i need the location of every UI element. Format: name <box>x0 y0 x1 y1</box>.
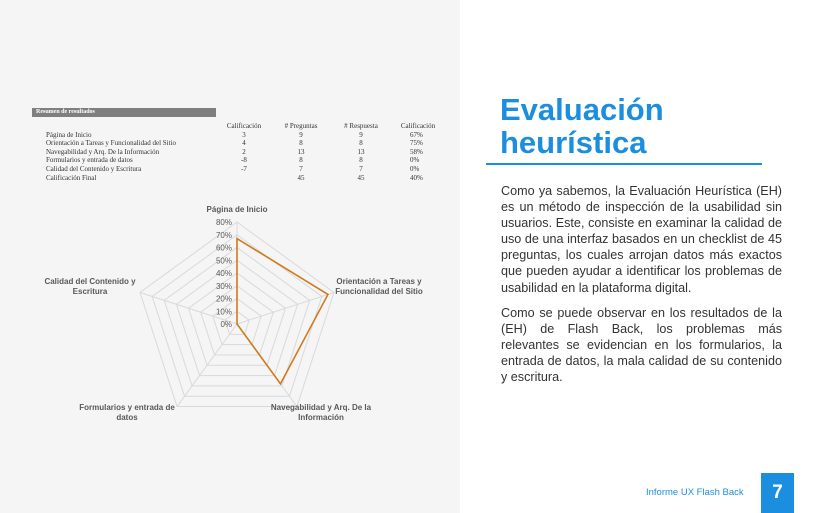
row-answers: 13 <box>357 147 365 156</box>
radar-tick-label: 60% <box>215 243 232 253</box>
row-pct: 0% <box>410 164 420 173</box>
findings-paragraph: Como se puede observar en los resultados de la (EH) de Flash Back, los problemas más relevantes se evidencian en los formularios, la entrada de datos, la mala calidad de su contenido y escritura. <box>501 306 782 385</box>
row-pct: 40% <box>410 173 423 182</box>
row-questions: 7 <box>299 164 303 173</box>
page-title <box>500 93 800 159</box>
row-answers: 8 <box>359 156 363 165</box>
row-questions: 45 <box>297 173 305 182</box>
radar-series-line <box>237 239 328 384</box>
row-questions: 8 <box>299 156 303 165</box>
col-header <box>46 122 218 131</box>
radar-tick-label: 20% <box>215 294 232 304</box>
title-line-2: heurística <box>500 125 647 160</box>
row-score: -8 <box>241 156 247 165</box>
row-score <box>218 174 270 183</box>
radar-axis-label: Formularios y entrada de datos <box>79 403 175 422</box>
summary-header-row <box>46 122 446 131</box>
radar-axis-label: Orientación a Tareas y Funcionalidad del Sitio <box>335 277 423 296</box>
radar-tick-label: 70% <box>215 230 232 240</box>
row-score: 3 <box>242 130 246 139</box>
radar-tick-label: 30% <box>215 281 232 291</box>
table-row <box>46 165 446 174</box>
row-score: 4 <box>242 139 246 148</box>
row-pct: 75% <box>410 139 423 148</box>
table-row <box>46 174 446 183</box>
row-questions: 9 <box>299 130 303 139</box>
page-number: 7 <box>761 473 794 513</box>
row-answers: 8 <box>359 139 363 148</box>
col-header: # Respuesta <box>344 122 378 130</box>
radar-spoke <box>237 292 334 324</box>
footer-report-name: Informe UX Flash Back <box>646 487 744 498</box>
row-label: Página de Inicio <box>46 130 92 139</box>
radar-axis-label: Calidad del Contenido y Escritura <box>44 277 136 296</box>
radar-tick-label: 80% <box>215 218 232 227</box>
radar-tick-label: 10% <box>215 307 232 317</box>
row-questions: 8 <box>299 139 303 148</box>
title-line-1: Evaluación <box>500 92 664 127</box>
table-row <box>46 148 446 157</box>
summary-table <box>46 122 446 182</box>
row-label: Calidad del Contenido y Escritura <box>46 164 142 173</box>
row-label: Navegabilidad y Arq. De la Información <box>46 147 160 156</box>
radar-chart <box>30 198 430 428</box>
radar-axis-label: Página de Inicio <box>206 205 268 214</box>
radar-axis-label: Navegabilidad y Arq. De la Información <box>270 403 372 422</box>
radar-tick-label: 40% <box>215 269 232 278</box>
summary-header: Resumen de resultados <box>32 108 216 117</box>
radar-tick-label: 0% <box>220 320 232 329</box>
row-label: Orientación a Tareas y Funcionalidad del Sitio <box>46 139 177 148</box>
row-score: 2 <box>242 147 246 156</box>
row-score: -7 <box>241 164 247 173</box>
row-questions: 13 <box>297 147 305 156</box>
row-label: Formularios y entrada de datos <box>46 156 133 165</box>
table-row <box>46 131 446 140</box>
col-header: Calificación <box>226 122 262 130</box>
col-header: # Preguntas <box>284 122 318 130</box>
table-row <box>46 156 446 165</box>
row-pct: 58% <box>410 147 423 156</box>
row-pct: 0% <box>410 156 420 165</box>
row-answers: 9 <box>359 130 363 139</box>
col-header: Calificación <box>400 122 436 130</box>
row-answers: 45 <box>357 173 365 182</box>
radar-tick-label: 50% <box>215 256 232 266</box>
intro-paragraph: Como ya sabemos, la Evaluación Heurística (EH) es un método de inspección de la usabilidad sin usuarios. Este, consiste en examinar la calidad de uso de una interfaz basados en un checklist de 45 preguntas, los cuales arrojan datos más exactos que pueden ayudar a identificar los problemas de usabilidad en la plataforma digital. <box>501 184 782 295</box>
row-pct: 67% <box>410 130 423 139</box>
row-answers: 7 <box>359 164 363 173</box>
title-underline <box>486 163 762 165</box>
row-label: Calificación Final <box>46 173 97 182</box>
table-row <box>46 139 446 148</box>
